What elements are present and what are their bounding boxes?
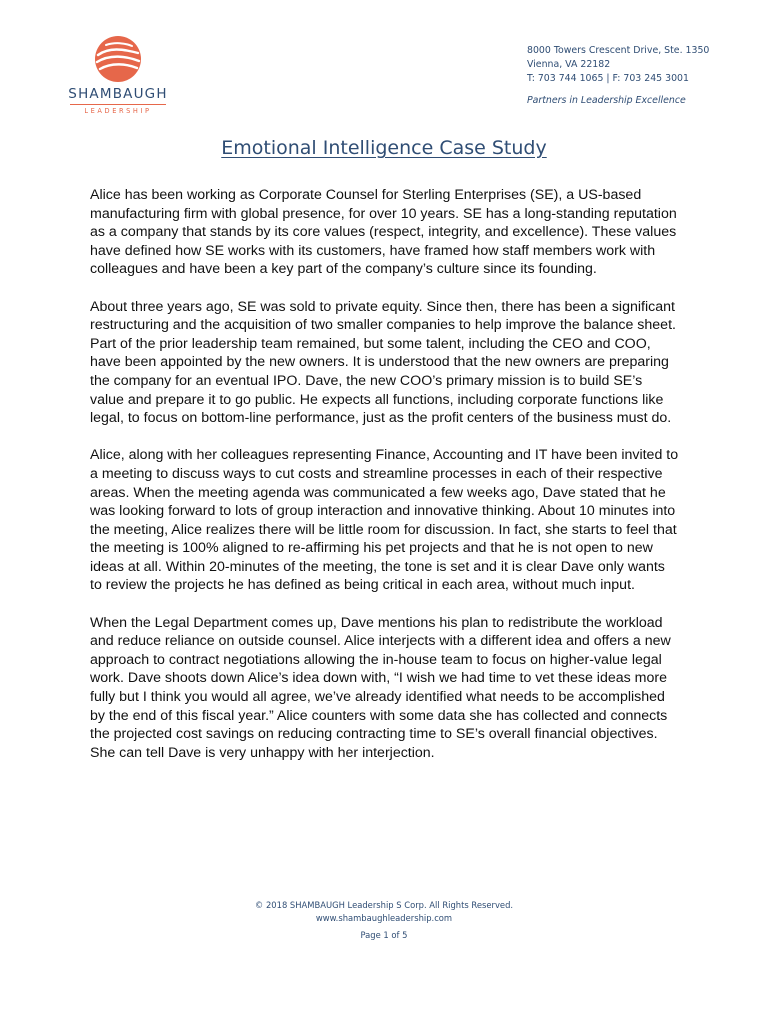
logo-subtitle: LEADERSHIP (84, 107, 152, 115)
document-title: Emotional Intelligence Case Study (221, 137, 547, 159)
contact-block (527, 44, 709, 108)
paragraph-3: Alice, along with her colleagues representing Finance, Accounting and IT have been invited to a meeting to discuss ways to cut costs and streamline processes in each of their respective areas. When the meeting agenda was communicated a few weeks ago, Dave stated that he was looking forward to lots of group interaction and innovative thinking. About 10 minutes into the meeting, Alice realizes there will be little room for discussion. In fact, she starts to feel that the meeting is 100% aligned to re-affirming his pet projects and that he is not open to new ideas at all. Within 20-minutes of the meeting, the tone is set and it is clear Dave only wants to review the projects he has defined as being critical in each area, without much input. (90, 447, 679, 594)
copyright-notice: © 2018 SHAMBAUGH Leadership S Corp. All Rights Reserved. (254, 900, 514, 910)
phone-fax: T: 703 744 1065 | F: 703 245 3001 (527, 73, 689, 84)
document-body (90, 186, 680, 781)
page-number: Page 1 of 5 (360, 930, 408, 940)
address-line-1: 8000 Towers Crescent Drive, Ste. 1350 (527, 45, 710, 56)
swirl-globe-icon (93, 34, 143, 84)
paragraph-4: When the Legal Department comes up, Dave mentions his plan to redistribute the workload and reduce reliance on outside counsel. Alice interjects with a different idea and offers a new approach to contract negotiations allowing the in-house team to focus on higher-value legal work. Dave shoots down Alice’s idea down with, “I wish we had time to vet these ideas more fully but I think you would all agree, we’ve already identified what needs to be accomplished by the end of this fiscal year.” Alice counters with some data she has collected and connects the projected cost savings on reducing contracting time to SE’s overall financial objectives. She can tell Dave is very unhappy with her interjection. (90, 614, 671, 761)
page-footer (0, 899, 768, 942)
logo-divider (70, 104, 166, 105)
company-logo (60, 34, 180, 115)
logo-wordmark: SHAMBAUGH (68, 86, 168, 102)
paragraph-1: Alice has been working as Corporate Counsel for Sterling Enterprises (SE), a US-based manufacturing firm with global presence, for over 10 years. SE has a long-standing reputation as a company that stands by its core values (respect, integrity, and excellence). These values have defined how SE works with its customers, have framed how staff members work with colleagues and have been a key part of the company’s culture since its founding. (90, 187, 677, 278)
website-link[interactable]: www.shambaughleadership.com (315, 912, 453, 923)
address-line-2: Vienna, VA 22182 (527, 59, 611, 70)
tagline: Partners in Leadership Excellence (527, 95, 686, 106)
paragraph-2: About three years ago, SE was sold to private equity. Since then, there has been a significant restructuring and the acquisition of two smaller companies to help improve the balance sheet. Part of the prior leadership team remained, but some talent, including the CEO and COO, have been appointed by the new owners. It is understood that the new owners are preparing the company for an eventual IPO. Dave, the new COO’s primary mission is to build SE’s value and prepare it to go public. He expects all functions, including corporate functions like legal, to focus on bottom-line performance, just as the profit centers of the business must do. (90, 298, 676, 427)
